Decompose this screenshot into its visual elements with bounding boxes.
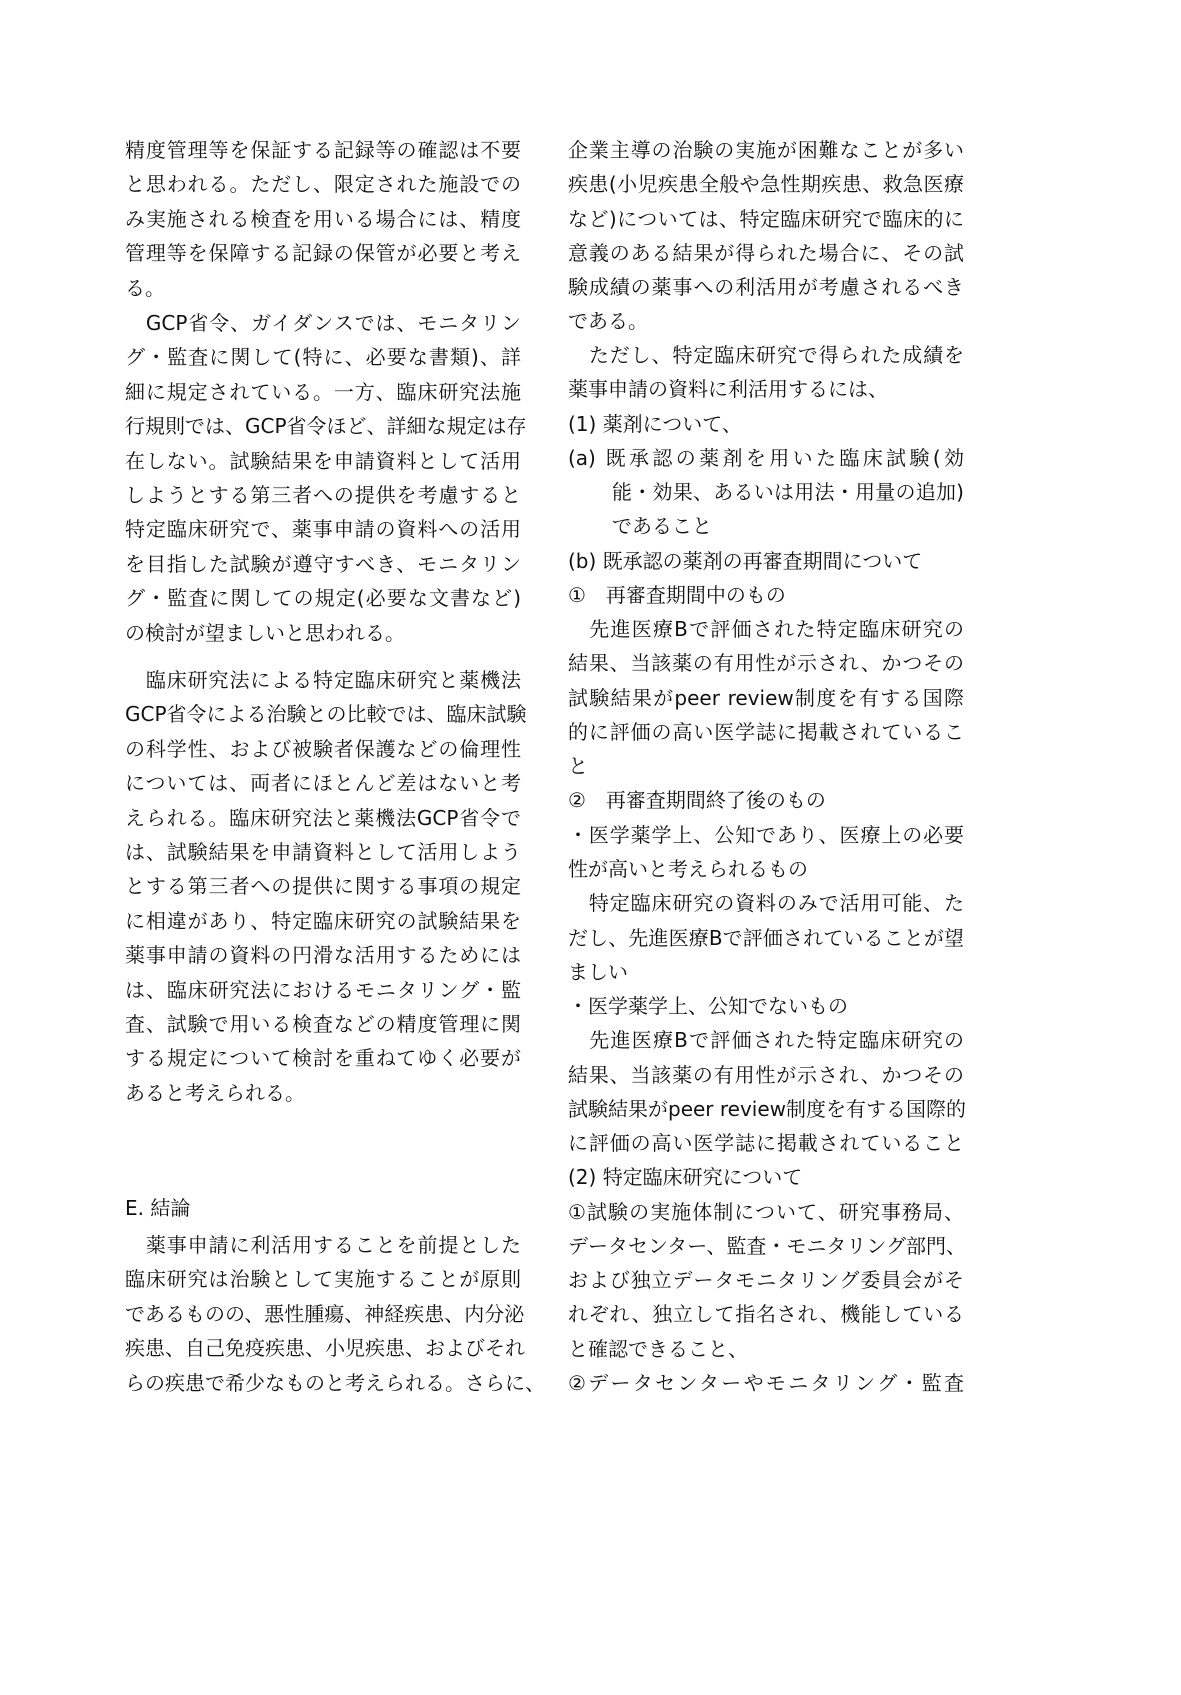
text-line: ・医学薬学上、公知であり、医療上の必要: [568, 822, 964, 847]
paragraph: [568, 338, 967, 1400]
text-line: ・医学薬学上、公知でないもの: [568, 994, 848, 1019]
text-line: 結果、当該薬の有用性が示され、かつその: [568, 1062, 964, 1087]
paragraph: [125, 306, 527, 650]
text-line: 験成績の薬事への利活用が考慮されるべき: [568, 275, 964, 300]
text-line: 能・効果、あるいは用法・用量の追加): [612, 480, 964, 505]
text-line: 特定臨床研究で、薬事申請の資料への活用: [125, 517, 521, 542]
text-line: 疾患、自己免疫疾患、小児疾患、およびそれ: [125, 1336, 525, 1361]
text-line: 意義のある結果が得られた場合に、その試: [568, 240, 964, 265]
text-line: とする第三者への提供に関する事項の規定: [125, 874, 521, 899]
text-line: と: [568, 754, 588, 779]
text-line: 企業主導の治験の実施が困難なことが多い: [568, 138, 964, 162]
text-line: 細に規定されている。一方、臨床研究法施: [125, 379, 521, 404]
text-line: 薬事申請の資料に利活用するには、: [568, 377, 888, 402]
text-line: (1) 薬剤について、: [568, 411, 742, 436]
text-line: GCP省令による治験との比較では、臨床試験: [125, 702, 527, 727]
text-line: 特定臨床研究の資料のみで活用可能、た: [568, 891, 964, 916]
text-line: と思われる。ただし、限定された施設での: [125, 172, 521, 197]
text-line: 疾患(小児疾患全般や急性期疾患、救急医療: [568, 172, 964, 197]
text-line: であるものの、悪性腫瘍、神経疾患、内分泌: [125, 1301, 525, 1326]
text-line: は、臨床研究法におけるモニタリング・監: [125, 977, 521, 1002]
paragraph: [125, 663, 527, 1110]
text-line: ① 再審査期間中のもの: [568, 582, 786, 607]
text-line: ② 再審査期間終了後のもの: [568, 788, 826, 813]
text-line: 精度管理等を保証する記録等の確認は不要: [125, 138, 521, 162]
text-line: 性が高いと考えられるもの: [568, 856, 808, 881]
text-line: および独立データモニタリング委員会がそ: [568, 1268, 964, 1293]
text-line: (b) 既承認の薬剤の再審査期間について: [568, 548, 923, 573]
text-line: を目指した試験が遵守すべき、モニタリン: [125, 551, 521, 576]
text-line: あると考えられる。: [125, 1080, 305, 1105]
text-line: に相違があり、特定臨床研究の試験結果を: [125, 908, 521, 933]
paragraph: [568, 133, 964, 339]
text-line: ①試験の実施体制について、研究事務局、: [568, 1199, 964, 1224]
text-line: 先進医療Bで評価された特定臨床研究の: [568, 1028, 964, 1053]
text-line: データセンター、監査・モニタリング部門、: [568, 1233, 966, 1258]
text-line: えられる。臨床研究法と薬機法GCP省令で: [125, 805, 521, 830]
text-line: み実施される検査を用いる場合には、精度: [125, 206, 521, 231]
text-line: 的に評価の高い医学誌に掲載されているこ: [568, 719, 964, 744]
text-line: の検討が望ましいと思われる。: [125, 620, 405, 645]
text-line: 薬事申請の資料の円滑な活用するためには: [125, 943, 521, 968]
text-line: しようとする第三者への提供を考慮すると: [125, 482, 521, 507]
text-line: だし、先進医療Bで評価されていることが望: [568, 925, 964, 950]
text-line: 薬事申請に利活用することを前提とした: [125, 1233, 521, 1257]
text-line: と確認できること、: [568, 1336, 748, 1361]
text-line: る。: [125, 275, 165, 300]
text-line: らの疾患で希少なものと考えられる。さらに、: [125, 1370, 545, 1395]
text-line: ただし、特定臨床研究で得られた成績を: [568, 343, 964, 367]
paragraph: [125, 133, 521, 305]
text-line: 査、試験で用いる検査などの精度管理に関: [125, 1011, 521, 1036]
text-line: である。: [568, 309, 648, 334]
text-line: の科学性、および被験者保護などの倫理性: [125, 736, 521, 761]
text-line: GCP省令、ガイダンスでは、モニタリン: [125, 311, 521, 335]
text-line: (a) 既承認の薬剤を用いた臨床試験(効: [568, 445, 964, 470]
text-line: ②データセンターやモニタリング・監査: [568, 1370, 964, 1395]
text-line: ましい: [568, 959, 628, 984]
text-line: 結果、当該薬の有用性が示され、かつその: [568, 651, 964, 676]
text-line: れぞれ、独立して指名され、機能している: [568, 1302, 964, 1327]
text-line: など)については、特定臨床研究で臨床的に: [568, 206, 964, 231]
text-line: 臨床研究は治験として実施することが原則: [125, 1267, 521, 1292]
text-line: 先進医療Bで評価された特定臨床研究の: [568, 617, 964, 642]
text-line: グ・監査に関しての規定(必要な文書など): [125, 586, 521, 611]
section-heading: E. 結論: [125, 1196, 191, 1220]
text-line: であること: [612, 514, 712, 539]
text-line: 臨床研究法による特定臨床研究と薬機法: [125, 668, 521, 692]
text-line: に評価の高い医学誌に掲載されていること: [568, 1131, 964, 1156]
text-line: 試験結果がpeer review制度を有する国際的: [568, 1096, 967, 1121]
text-line: 管理等を保障する記録の保管が必要と考え: [125, 241, 521, 266]
text-line: 行規則では、GCP省令ほど、詳細な規定は存: [125, 414, 527, 439]
text-line: 在しない。試験結果を申請資料として活用: [125, 448, 521, 473]
text-line: グ・監査に関して(特に、必要な書類)、詳: [125, 345, 521, 370]
text-line: は、試験結果を申請資料として活用しよう: [125, 839, 521, 864]
paragraph: [125, 1228, 545, 1400]
text-line: 試験結果がpeer review制度を有する国際: [568, 685, 964, 710]
text-line: する規定について検討を重ねてゆく必要が: [125, 1046, 521, 1071]
text-line: については、両者にほとんど差はないと考: [125, 771, 521, 796]
text-line: (2) 特定臨床研究について: [568, 1165, 803, 1190]
